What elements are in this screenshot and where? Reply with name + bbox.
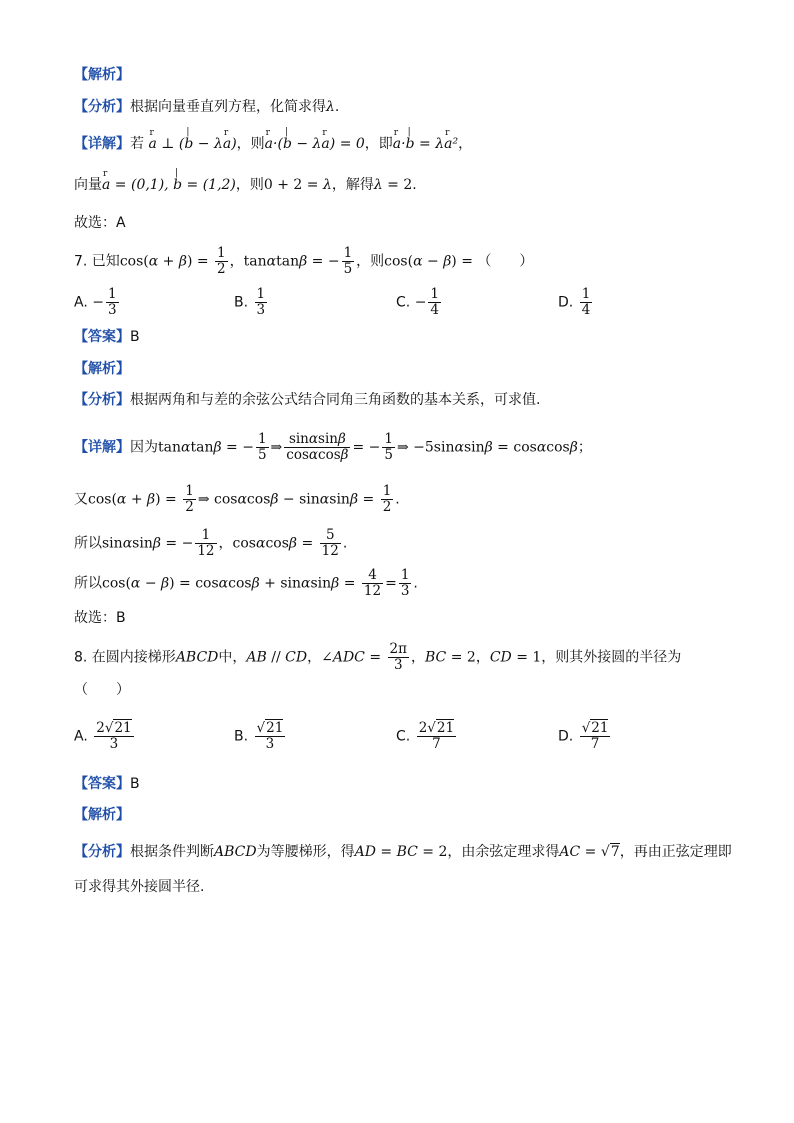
q8-option-a[interactable]: A. $\frac{2√21}{3}$	[74, 720, 132, 752]
q6-brief-tag: 【分析】	[74, 99, 130, 115]
fraction: $\frac{1}{2}$	[185, 483, 194, 515]
q7-answer: B	[130, 329, 140, 345]
q8-brief-line: 【分析】根据条件判断ABCD为等腰梯形，得AD = BC = 2，由余弦定理求得AC = √7，再由正弦定理即	[74, 844, 732, 860]
q7-stem: 7. 已知cos(α + β) = $\frac{1}{2}$ ，tanαtanβ = − $\frac{1}{5}$ ，则cos(α − β) = （ ）	[74, 245, 534, 277]
fraction: $\frac{1}{5}$	[343, 245, 353, 277]
fraction: $\frac{1}{3}$	[400, 567, 410, 599]
q8-analysis-tag: 【解析】	[74, 807, 130, 823]
fraction: $\frac{1}{2}$	[382, 483, 392, 515]
fraction: $\frac{5}{12}$	[321, 527, 339, 559]
q6-brief-text: 根据向量垂直列方程，化简求得	[130, 99, 326, 115]
q7-analysis-tag: 【解析】	[74, 361, 130, 377]
q8-paren: （ ）	[74, 682, 130, 698]
q8-brief-line2: 可求得其外接圆半径.	[74, 879, 205, 895]
q7-you-line: 又cos(α + β) = $\frac{1}{2}$ ⇒ cosαcosβ − sinαsinβ = $\frac{1}{2}$ .	[74, 483, 400, 515]
q7-choose: 故选：B	[74, 610, 126, 626]
q6-detail-expr2: r a·(| b − λr a) = 0	[265, 136, 365, 152]
q6-analysis-tag: 【解析】	[74, 67, 130, 83]
q6-detail-expr3: r a·| b = λr a²	[393, 136, 458, 152]
q6-vector-line: 向量r a = (0,1), | b = (1,2)，则0 + 2 = λ，解得λ = 2.	[74, 178, 417, 192]
fraction: $\frac{\sin\alpha\sin\beta}{\cos\alpha\cos\beta}$	[286, 431, 349, 463]
q6-choose: 故选：A	[74, 215, 126, 231]
q6-detail-line: 【详解】若 r a ⊥ (| b − λr a)，则r a·(| b − λr a) = 0，即r a·| b = λr a²，	[74, 137, 472, 151]
q8-option-b[interactable]: B. $\frac{√21}{3}$	[234, 720, 284, 752]
fraction: $\frac{1}{4}$	[581, 286, 591, 318]
q7-option-b[interactable]: B. $\frac{1}{3}$	[234, 286, 266, 318]
fraction: $\frac{2\pi}{3}$	[389, 641, 407, 673]
q7-option-a[interactable]: A. − $\frac{1}{3}$	[74, 286, 117, 318]
q7-suoyi-line2: 所以cos(α − β) = cosαcosβ + sinαsinβ = $\frac{4}{12}$ = $\frac{1}{3}$ .	[74, 567, 418, 599]
q7-option-d[interactable]: D. $\frac{1}{4}$	[558, 286, 591, 318]
q8-answer: B	[130, 776, 140, 792]
fraction: $\frac{√21}{7}$	[581, 720, 609, 752]
q7-brief-line: 【分析】根据两角和与差的余弦公式结合同角三角函数的基本关系，可求值.	[74, 392, 541, 408]
fraction: $\frac{1}{12}$	[197, 527, 215, 559]
q7-detail-line: 【详解】因为tanαtanβ = − $\frac{1}{5}$ ⇒ $\frac{\sin\alpha\sin\beta}{\cos\alpha\cos\beta}$ = − $\frac{1}{5}$ ⇒ −5sinαsinβ = cosαcosβ；	[74, 431, 592, 463]
q6-detail-expr1: r a ⊥ (| b − λr a)	[148, 136, 236, 152]
q6-vector-expr: r a = (0,1), | b = (1,2)	[102, 177, 236, 193]
q6-detail-tag: 【详解】	[74, 136, 130, 152]
fraction: $\frac{1}{2}$	[217, 245, 226, 277]
fraction: $\frac{4}{12}$	[363, 567, 382, 599]
fraction: $\frac{1}{5}$	[384, 431, 393, 463]
fraction: $\frac{√21}{3}$	[256, 720, 284, 752]
q7-suoyi-line1: 所以sinαsinβ = − $\frac{1}{12}$ ，cosαcosβ = $\frac{5}{12}$ .	[74, 527, 348, 559]
fraction: $\frac{2√21}{3}$	[96, 720, 132, 752]
fraction: $\frac{1}{3}$	[107, 286, 117, 318]
fraction: $\frac{2√21}{7}$	[418, 720, 455, 752]
q6-result: λ = 2	[373, 177, 413, 193]
fraction: $\frac{1}{5}$	[257, 431, 267, 463]
q6-eq: 0 + 2 = λ	[263, 177, 332, 193]
q6-brief-line: 【分析】根据向量垂直列方程，化简求得λ.	[74, 99, 340, 115]
q7-answer-line: 【答案】B	[74, 329, 140, 345]
fraction: $\frac{1}{3}$	[256, 286, 266, 318]
q8-option-d[interactable]: D. $\frac{√21}{7}$	[558, 720, 609, 752]
q8-answer-line: 【答案】B	[74, 776, 140, 792]
q8-option-c[interactable]: C. $\frac{2√21}{7}$	[396, 720, 455, 752]
q6-lambda: λ	[326, 99, 335, 115]
fraction: $\frac{1}{4}$	[430, 286, 440, 318]
q7-option-c[interactable]: C. − $\frac{1}{4}$	[396, 286, 440, 318]
q8-stem: 8. 在圆内接梯形ABCD中，AB // CD，∠ADC = $\frac{2\pi}{3}$ ，BC = 2，CD = 1，则其外接圆的半径为	[74, 641, 682, 673]
